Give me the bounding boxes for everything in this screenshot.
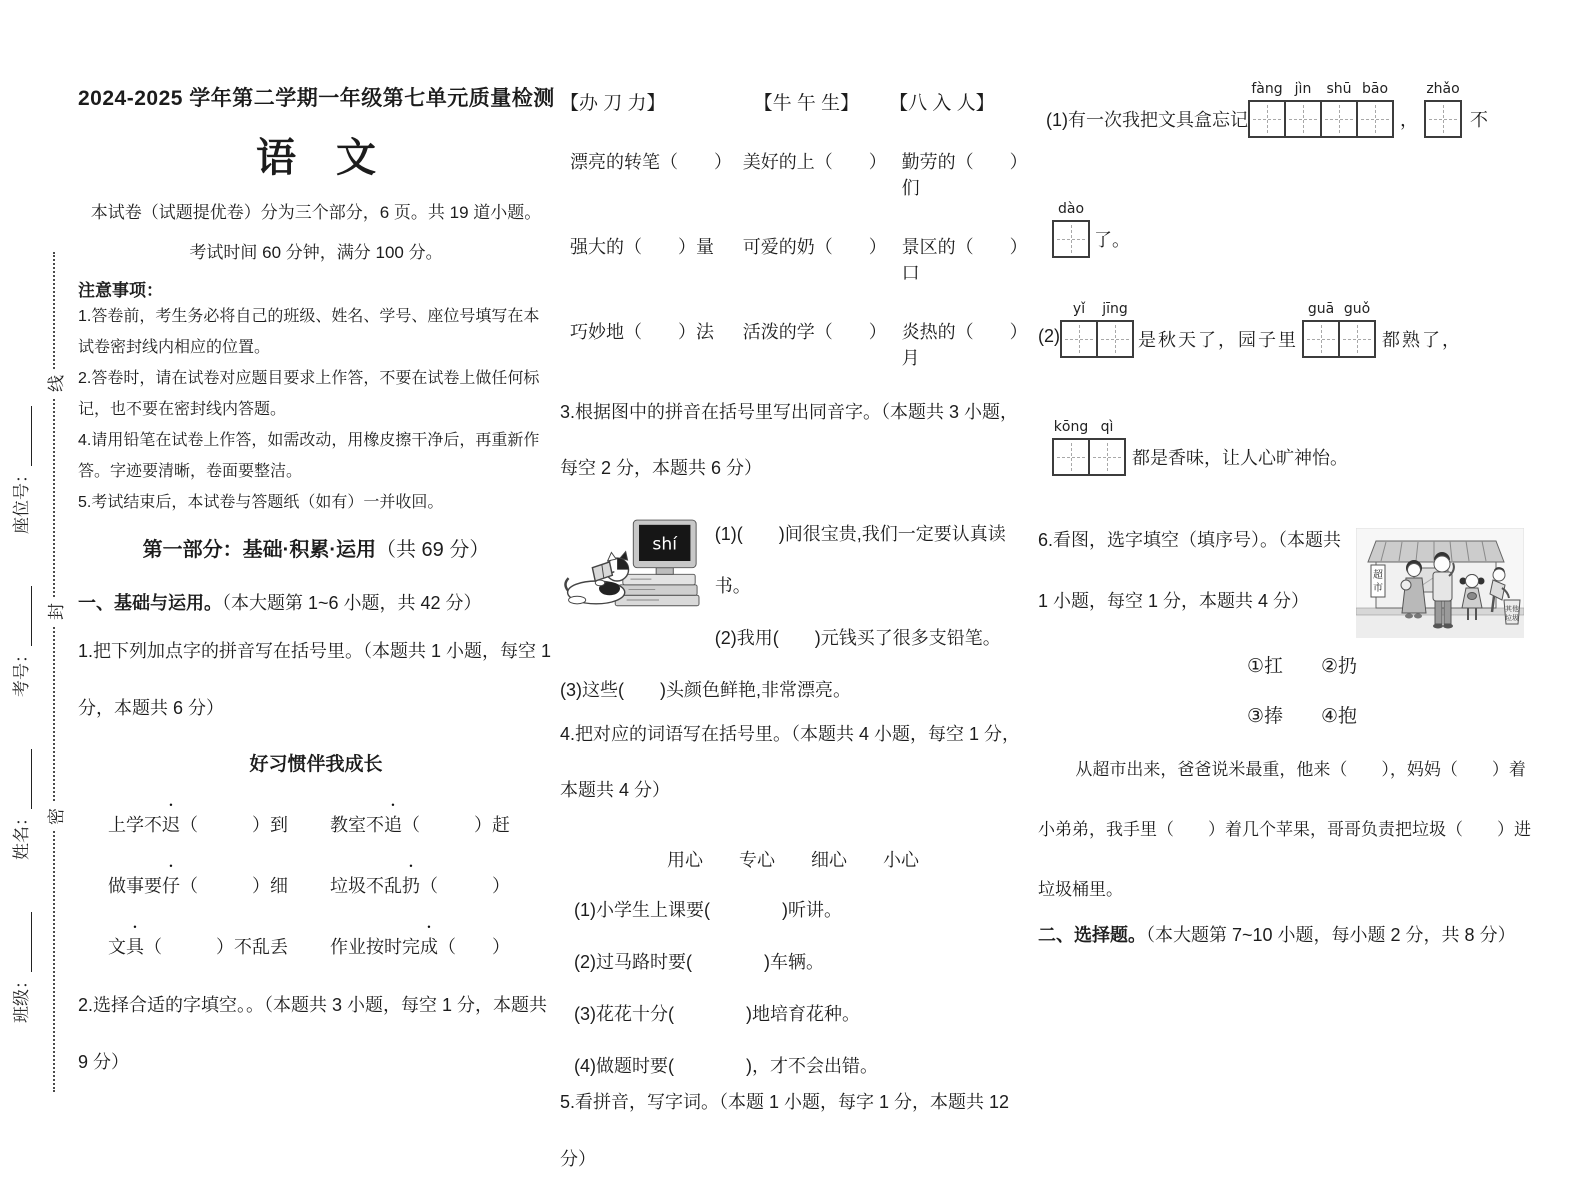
pinyin-label: bāo [1361, 81, 1389, 97]
question3-block [560, 508, 1026, 664]
class-blank-line [16, 912, 32, 972]
passage-line-2: 小弟弟，我手里（ ）着几个苹果，哥哥负责把垃圾（ ）进 [1038, 820, 1531, 839]
exam-title: 2024-2025 学年第二学期一年级第七单元质量检测 [78, 87, 555, 110]
dotted-character: 仔 [162, 876, 180, 896]
pinyin-label: fàng [1251, 81, 1283, 97]
exam-number-field [7, 586, 32, 697]
dotted-character: 追 [384, 815, 402, 835]
phrase-post: （ ）不乱丢 [144, 937, 288, 957]
question5-item2-line1 [1038, 300, 1566, 358]
fill-row-2 [560, 233, 1026, 285]
part1-heading-rest: （共 69 分） [375, 539, 490, 561]
word-bank-item: 细心 [811, 850, 847, 870]
question5-text: 5.看拼音，写字词。（本题 1 小题，每字 1 分，本题共 12 分） [560, 1092, 1010, 1169]
writing-cell [1424, 80, 1462, 138]
question4-item-4: (4)做题时要( )，才不会出错。 [574, 1056, 878, 1076]
character-bank-1: 【办 刀 力】 [560, 93, 666, 114]
tianzige-box [1096, 320, 1134, 358]
section1-heading-rest: （本大题第 1~6 小题，共 42 分） [222, 593, 482, 613]
writing-cell [1052, 418, 1090, 476]
pinyin-label: guā [1307, 301, 1335, 317]
section2-heading-rest: （本大题第 7~10 小题，每小题 2 分，共 8 分） [1146, 925, 1516, 945]
exam-number-blank-line [16, 586, 32, 646]
character-bank-2: 【牛 午 生】 [753, 93, 860, 114]
phrase-pre: 垃圾不乱 [330, 876, 402, 896]
question6-picture [1356, 528, 1524, 643]
question4-item-3: (3)花花十分( )地培育花种。 [574, 1004, 860, 1024]
tianzige-box [1248, 100, 1286, 138]
notice-item-1: 1.答卷前，考生务必将自己的班级、姓名、学号、座位号填写在本试卷密封线内相应的位置。 [78, 308, 540, 356]
notice-item-2: 2.答卷时，请在试卷对应题目要求上作答，不要在试卷上做任何标记，也不要在密封线内答题。 [78, 370, 540, 418]
pinyin-label: jīng [1102, 301, 1128, 317]
dot-phrase [330, 933, 510, 959]
character-banks [560, 88, 1026, 115]
question6-options-row-1: ①扛 ②扔 [1246, 656, 1358, 677]
question4-text: 4.把对应的词语写在括号里。（本题共 4 小题，每空 1 分，本题共 4 分） [560, 724, 1021, 800]
item1-suffix: 不 [1470, 110, 1488, 130]
pinyin-label: zhǎo [1426, 81, 1460, 97]
question6-options-row-2: ③捧 ④抱 [1246, 706, 1358, 727]
class-label: 班级： [12, 972, 31, 1023]
writing-cell [1320, 80, 1358, 138]
fill-phrase: 美好的上（ ） [742, 152, 887, 172]
seal-char-feng: 封 [42, 598, 67, 625]
seal-char-xian: 线 [42, 370, 67, 397]
pinyin-label: kōng [1053, 419, 1089, 435]
exam-number-label: 考号： [12, 646, 31, 697]
question5-item1-line1 [1038, 80, 1566, 138]
notice-item-5: 5.考试结束后，本试卷与答题纸（如有）一并收回。 [78, 494, 444, 511]
dotted-character: 具 [126, 937, 144, 957]
dot-phrase [330, 811, 510, 837]
fill-row-3 [560, 318, 1026, 370]
tianzige-box [1338, 320, 1376, 358]
question3-text: 3.根据图中的拼音在括号里写出同音字。（本题共 3 小题，每空 2 分，本题共 6 分） [560, 402, 1019, 478]
notice-heading: 注意事项： [78, 281, 163, 300]
item2-suffix: 都熟了， [1382, 330, 1462, 350]
fill-phrase: 活泼的学（ ） [742, 322, 887, 342]
question5-item1-line2 [1038, 200, 1566, 258]
fill-phrase: 漂亮的转笔（ ） [570, 152, 732, 172]
habit-bank-title: 好习惯伴我成长 [249, 754, 383, 775]
pinyin-dot-row-1 [78, 811, 554, 837]
phrase-post: （ ）赶 [402, 815, 510, 835]
writing-cell [1052, 200, 1090, 258]
tianzige-box [1052, 438, 1090, 476]
name-label: 姓名： [12, 809, 31, 860]
fill-phrase: 可爱的奶（ ） [742, 237, 887, 257]
dot-phrase [330, 872, 510, 898]
tianzige-box [1424, 100, 1462, 138]
seal-char-mi: 密 [42, 803, 67, 830]
family-supermarket-illustration [1356, 528, 1524, 638]
pinyin-label: guǒ [1343, 301, 1371, 317]
question3-item-3: (3)这些( )头颜色鲜艳,非常漂亮。 [560, 680, 851, 700]
writing-box-group-dao [1052, 200, 1090, 258]
word-bank-item: 专心 [739, 850, 775, 870]
writing-cell [1338, 300, 1376, 358]
passage-line-3: 垃圾桶里。 [1038, 880, 1123, 899]
tianzige-box [1052, 220, 1090, 258]
writing-cell [1356, 80, 1394, 138]
passage-line-1: 从超市出来，爸爸说米最重，他来（ ），妈妈（ ）着 [1075, 760, 1526, 779]
writing-box-group-zhao [1424, 80, 1462, 138]
right-column [1038, 80, 1566, 947]
bin-label-line-1: 其他 [1505, 606, 1519, 613]
pinyin-dot-row-2 [78, 872, 554, 898]
name-field [7, 749, 32, 860]
writing-box-group-yi-jing [1060, 300, 1134, 358]
phrase-pre: 上学不 [108, 815, 162, 835]
seal-dotted-line [42, 252, 66, 1092]
dot-phrase [108, 933, 288, 959]
question4-item-2: (2)过马路时要( )车辆。 [574, 952, 824, 972]
writing-cell [1302, 300, 1340, 358]
question4-item-1: (1)小学生上课要( )听讲。 [574, 900, 842, 920]
item1-prefix: (1)有一次我把文具盒忘记 [1046, 110, 1248, 130]
fill-row-1 [560, 148, 1026, 200]
section1-heading [78, 589, 554, 615]
question2-text: 2.选择合适的字填空。。（本题共 3 小题，每空 1 分，本题共 9 分） [78, 995, 548, 1072]
dotted-character: 迟 [162, 815, 180, 835]
comma: ， [1400, 110, 1418, 130]
writing-cell [1096, 300, 1134, 358]
notice-item-4: 4.请用铅笔在试卷上作答，如需改动，用橡皮擦干净后，再重新作答。字迹要清晰，卷面要整洁。 [78, 432, 540, 480]
item2-prefix: (2) [1038, 326, 1060, 346]
question6-passage [1038, 740, 1566, 920]
phrase-pre: 做事要 [108, 876, 162, 896]
writing-box-group-fang-jin-shu-bao [1248, 80, 1394, 138]
question1-text: 1.把下列加点字的拼音写在括号里。（本题共 1 小题，每空 1 分，本题共 6 分） [78, 641, 552, 718]
tianzige-box [1320, 100, 1358, 138]
tianzige-box [1302, 320, 1340, 358]
writing-cell [1284, 80, 1322, 138]
item2-ending: 都是香味，让人心旷神怡。 [1132, 448, 1348, 468]
bin-label-line-2: 垃圾 [1505, 615, 1519, 622]
writing-box-group-gua-guo [1302, 300, 1376, 358]
class-field [7, 912, 32, 1023]
cat-computer-illustration [560, 508, 705, 614]
phrase-post: （ ）细 [180, 876, 288, 896]
pinyin-label: shū [1326, 81, 1352, 97]
word-bank-item: 小心 [883, 850, 919, 870]
supermarket-sign-char-1: 超 [1373, 570, 1383, 581]
intro-line-2: 考试时间 60 分钟，满分 100 分。 [189, 243, 443, 262]
pinyin-label: dào [1057, 201, 1085, 217]
fill-phrase: 勤劳的（ ）们 [901, 152, 1019, 198]
fill-phrase: 景区的（ ）口 [901, 237, 1019, 283]
fill-phrase: 炎热的（ ）月 [901, 322, 1019, 368]
seat-number-label: 座位号： [12, 466, 31, 534]
seat-number-blank-line [16, 406, 32, 466]
phrase-post: （ ） [438, 937, 510, 957]
writing-cell [1248, 80, 1286, 138]
tianzige-box [1356, 100, 1394, 138]
writing-cell [1088, 418, 1126, 476]
writing-box-group-kong-qi [1052, 418, 1126, 476]
pinyin-label: jìn [1294, 81, 1312, 97]
character-bank-3: 【八 入 人】 [889, 93, 995, 114]
question3-item-2: (2)我用( )元钱买了很多支铅笔。 [714, 628, 1001, 648]
word-bank-item: 用心 [667, 850, 703, 870]
pinyin-label: yǐ [1072, 301, 1086, 317]
dot-phrase [108, 872, 288, 898]
phrase-pre: 文 [108, 937, 126, 957]
section1-heading-bold: 一、基础与运用。 [78, 593, 222, 613]
phrase-pre: 教室不 [330, 815, 384, 835]
phrase-post: （ ） [420, 876, 510, 896]
tianzige-box [1284, 100, 1322, 138]
writing-cell [1060, 300, 1098, 358]
dot-phrase [108, 811, 288, 837]
fill-phrase: 强大的（ ）量 [570, 237, 714, 257]
section2-heading-bold: 二、选择题。 [1038, 925, 1146, 945]
phrase-post: （ ）到 [180, 815, 288, 835]
name-blank-line [16, 749, 32, 809]
pinyin-dot-row-3 [78, 933, 554, 959]
part1-heading-bold: 第一部分：基础·积累·运用 [142, 539, 376, 561]
question6-block [1038, 510, 1566, 643]
part1-heading [78, 533, 554, 562]
middle-column [560, 88, 1026, 1188]
tianzige-box [1060, 320, 1098, 358]
item1-ending: 了。 [1094, 230, 1130, 250]
seal-fields [6, 323, 32, 1035]
intro-line-1: 本试卷（试题提优卷）分为三个部分，6 页。共 19 道小题。 [90, 203, 542, 222]
item2-middle: 是秋天了，园子里 [1138, 330, 1298, 350]
question3-item-1: (1)( )间很宝贵,我们一定要认真读书。 [714, 524, 1006, 596]
left-column [78, 82, 554, 1091]
seat-number-field [7, 406, 32, 534]
section2-heading [1038, 921, 1566, 947]
question5-item2-line2 [1038, 418, 1566, 476]
subject-title: 语 文 [256, 136, 376, 180]
word-bank [560, 846, 1026, 872]
fill-phrase: 巧妙地（ ）法 [570, 322, 714, 342]
dotted-character: 成 [420, 937, 438, 957]
supermarket-sign-char-2: 市 [1373, 583, 1383, 594]
pinyin-label: qì [1100, 419, 1114, 435]
dotted-character: 扔 [402, 876, 420, 896]
screen-pinyin-label: shí [652, 534, 677, 555]
question6-text: 6.看图，选字填空（填序号）。（本题共 1 小题，每空 1 分，本题共 4 分） [1038, 530, 1342, 611]
question3-items [715, 508, 1026, 664]
phrase-pre: 作业按时完 [330, 937, 420, 957]
tianzige-box [1088, 438, 1126, 476]
